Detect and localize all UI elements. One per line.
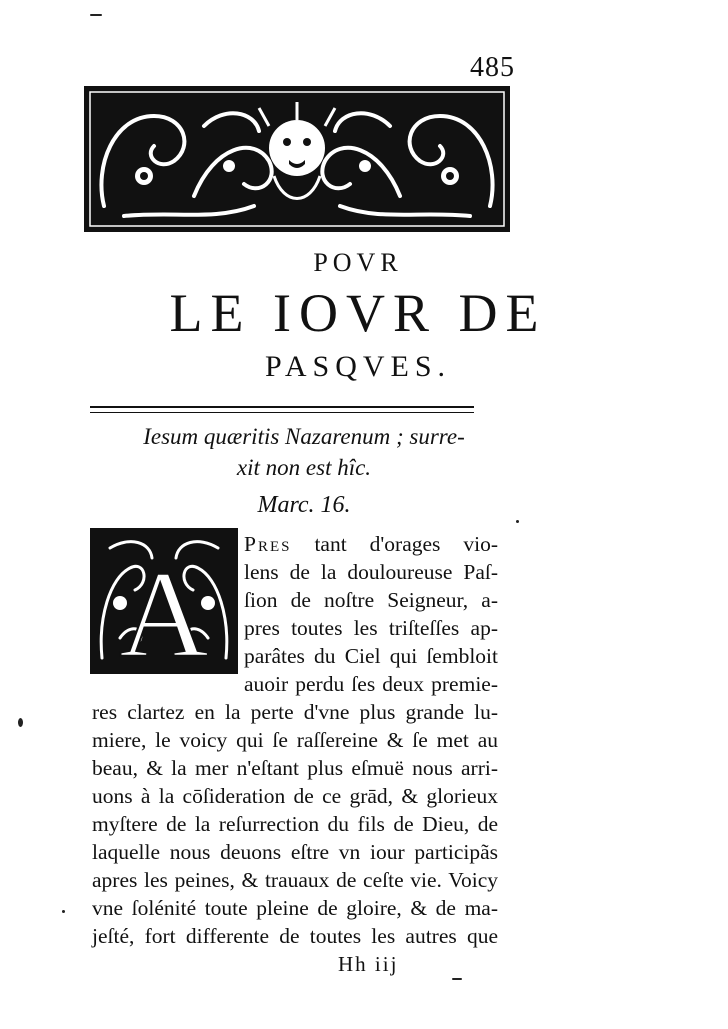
body-line: vne ſolénité toute pleine de gloire, & de ma- bbox=[92, 896, 498, 920]
body-line: laquelle nous deuons eſtre vn iour participãs bbox=[92, 840, 498, 864]
title-line-3: PASQVES. bbox=[264, 350, 452, 383]
body-line: res clartez en la perte d'vne plus grande lu- bbox=[92, 700, 498, 724]
body-line: lens de la douloureuse Paſ- bbox=[244, 560, 498, 584]
body-line-1 bbox=[244, 530, 498, 558]
title-rule-bottom bbox=[90, 412, 474, 413]
body-line: auoir perdu ſes deux premie- bbox=[244, 672, 498, 696]
epigraph-line-2: xit non est hîc. bbox=[236, 455, 372, 480]
signature-mark: Hh iij bbox=[338, 952, 399, 976]
ornamental-headpiece bbox=[84, 86, 510, 232]
body-line: miere, le voicy qui ſe raſſereine & ſe met au bbox=[92, 728, 498, 752]
scan-speck bbox=[452, 978, 462, 980]
epigraph-line-1: Iesum quæritis Nazarenum ; surre- bbox=[143, 424, 465, 449]
ornamental-drop-cap bbox=[90, 528, 238, 674]
body-line: jeſté, fort differente de toutes les autres que bbox=[92, 924, 498, 948]
scan-speck bbox=[18, 718, 23, 727]
body-line: apres les peines, & trauaux de ceſte vie. Voicy bbox=[92, 868, 498, 892]
body-line: parâtes du Ciel qui ſembloit bbox=[244, 644, 498, 668]
body-line: beau, & la mer n'eſtant plus eſmuë nous arri- bbox=[92, 756, 498, 780]
epigraph-reference: Marc. 16. bbox=[257, 492, 351, 518]
body-line: ſion de noſtre Seigneur, a- bbox=[244, 588, 498, 612]
title-rule-top bbox=[90, 406, 474, 408]
title-line-2: LE IOVR DE bbox=[169, 283, 547, 343]
body-first-word: Pres bbox=[244, 532, 292, 556]
page-number: 485 bbox=[470, 52, 515, 83]
body-first-line-rest: tant d'orages vio- bbox=[291, 532, 498, 556]
body-line: uons à la cōſideration de ce grād, & glorieux bbox=[92, 784, 498, 808]
scan-speck bbox=[516, 520, 519, 523]
drop-cap-letter: A bbox=[119, 546, 209, 674]
scan-speck bbox=[90, 14, 102, 16]
scan-speck bbox=[62, 910, 65, 913]
body-line: pres toutes les triſteſſes ap- bbox=[244, 616, 498, 640]
title-line-1: POVR bbox=[313, 248, 403, 277]
body-line: myſtere de la reſurrection du fils de Dieu, de bbox=[92, 812, 498, 836]
